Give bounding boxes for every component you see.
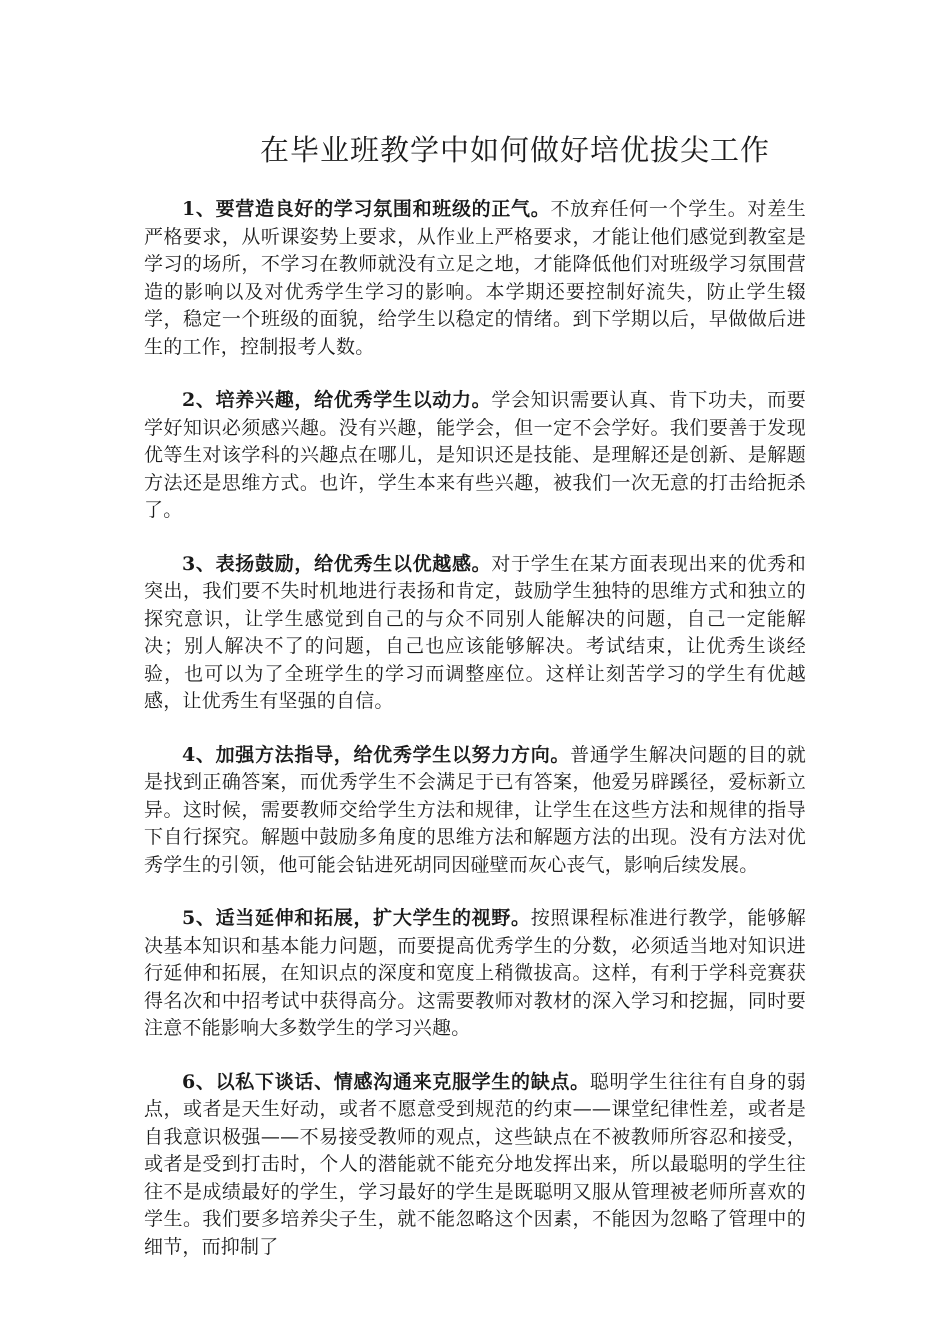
paragraph-6-heading: 6、以私下谈话、情感沟通来克服学生的缺点。 [182, 1070, 590, 1093]
paragraph-5-text: 按照课程标准进行教学，能够解决基本知识和基本能力问题，而要提高优秀学生的分数，必须适当地对知识进行延伸和拓展，在知识点的深度和宽度上稍微拔高。这样，有利于学科竞赛获得名次和中招考试中获得高分。这需要教师对教材的深入学习和挖掘，同时要注意不能影响大多数学生的学习兴趣。 [144, 907, 806, 1039]
paragraph-4 [144, 742, 806, 880]
paragraph-2 [144, 387, 806, 525]
paragraph-1 [144, 196, 806, 361]
paragraph-4-text: 普通学生解决问题的目的就是找到正确答案，而优秀学生不会满足于已有答案，他爱另辟蹊径，爱标新立异。这时候，需要教师交给学生方法和规律，让学生在这些方法和规律的指导下自行探究。解题中鼓励多角度的思维方法和解题方法的出现。没有方法对优秀学生的引领，他可能会钻进死胡同因碰壁而灰心丧气，影响后续发展。 [144, 743, 806, 876]
paragraph-6-text: 聪明学生往往有自身的弱点，或者是天生好动，或者不愿意受到规范的约束——课堂纪律性差，或者是自我意识极强——不易接受教师的观点，这些缺点在不被教师所容忍和接受，或者是受到打击时，个人的潜能就不能充分地发挥出来，所以最聪明的学生往往不是成绩最好的学生，学习最好的学生是既聪明又服从管理被老师所喜欢的学生。我们要多培养尖子生，就不能忽略这个因素，不能因为忽略了管理中的细节，而抑制了 [144, 1070, 807, 1258]
document-title: 在毕业班教学中如何做好培优拔尖工作 [259, 133, 770, 167]
paragraph-1-heading: 1、要营造良好的学习氛围和班级的正气。 [182, 198, 551, 220]
paragraph-1-text: 不放弃任何一个学生。对差生严格要求，从听课姿势上要求，从作业上严格要求，才能让他们感觉到教室是学习的场所，不学习在教师就没有立足之地，才能降低他们对班级学习氛围营造的影响以及对优秀学生学习的影响。本学期还要控制好流失，防止学生辍学，稳定一个班级的面貌，给学生以稳定的情绪。到下学期以后，早做做后进生的工作，控制报考人数。 [144, 198, 806, 358]
paragraph-5 [144, 905, 806, 1043]
paragraph-6 [144, 1069, 806, 1262]
paragraph-2-heading: 2、培养兴趣，给优秀学生以动力。 [182, 389, 492, 411]
document-body [144, 196, 806, 1287]
paragraph-3-heading: 3、表扬鼓励，给优秀生以优越感。 [182, 552, 492, 575]
paragraph-4-heading: 4、加强方法指导，给优秀学生以努力方向。 [182, 743, 571, 766]
paragraph-5-heading: 5、适当延伸和拓展，扩大学生的视野。 [182, 907, 531, 929]
paragraph-3-text: 对于学生在某方面表现出来的优秀和突出，我们要不失时机地进行表扬和肯定，鼓励学生独特的思维方式和独立的探究意识，让学生感觉到自己的与众不同别人能解决的问题，自己一定能解决；别人解决不了的问题，自己也应该能够解决。考试结束，让优秀生谈经验，也可以为了全班学生的学习而调整座位。这样让刻苦学习的学生有优越感，让优秀生有坚强的自信。 [144, 552, 806, 712]
paragraph-2-text: 学会知识需要认真、肯下功夫，而要学好知识必须感兴趣。没有兴趣，能学会，但一定不会学好。我们要善于发现优等生对该学科的兴趣点在哪儿，是知识还是技能、是理解还是创新、是解题方法还是思维方式。也许，学生本来有些兴趣，被我们一次无意的打击给扼杀了。 [144, 389, 806, 521]
paragraph-3 [144, 551, 806, 716]
